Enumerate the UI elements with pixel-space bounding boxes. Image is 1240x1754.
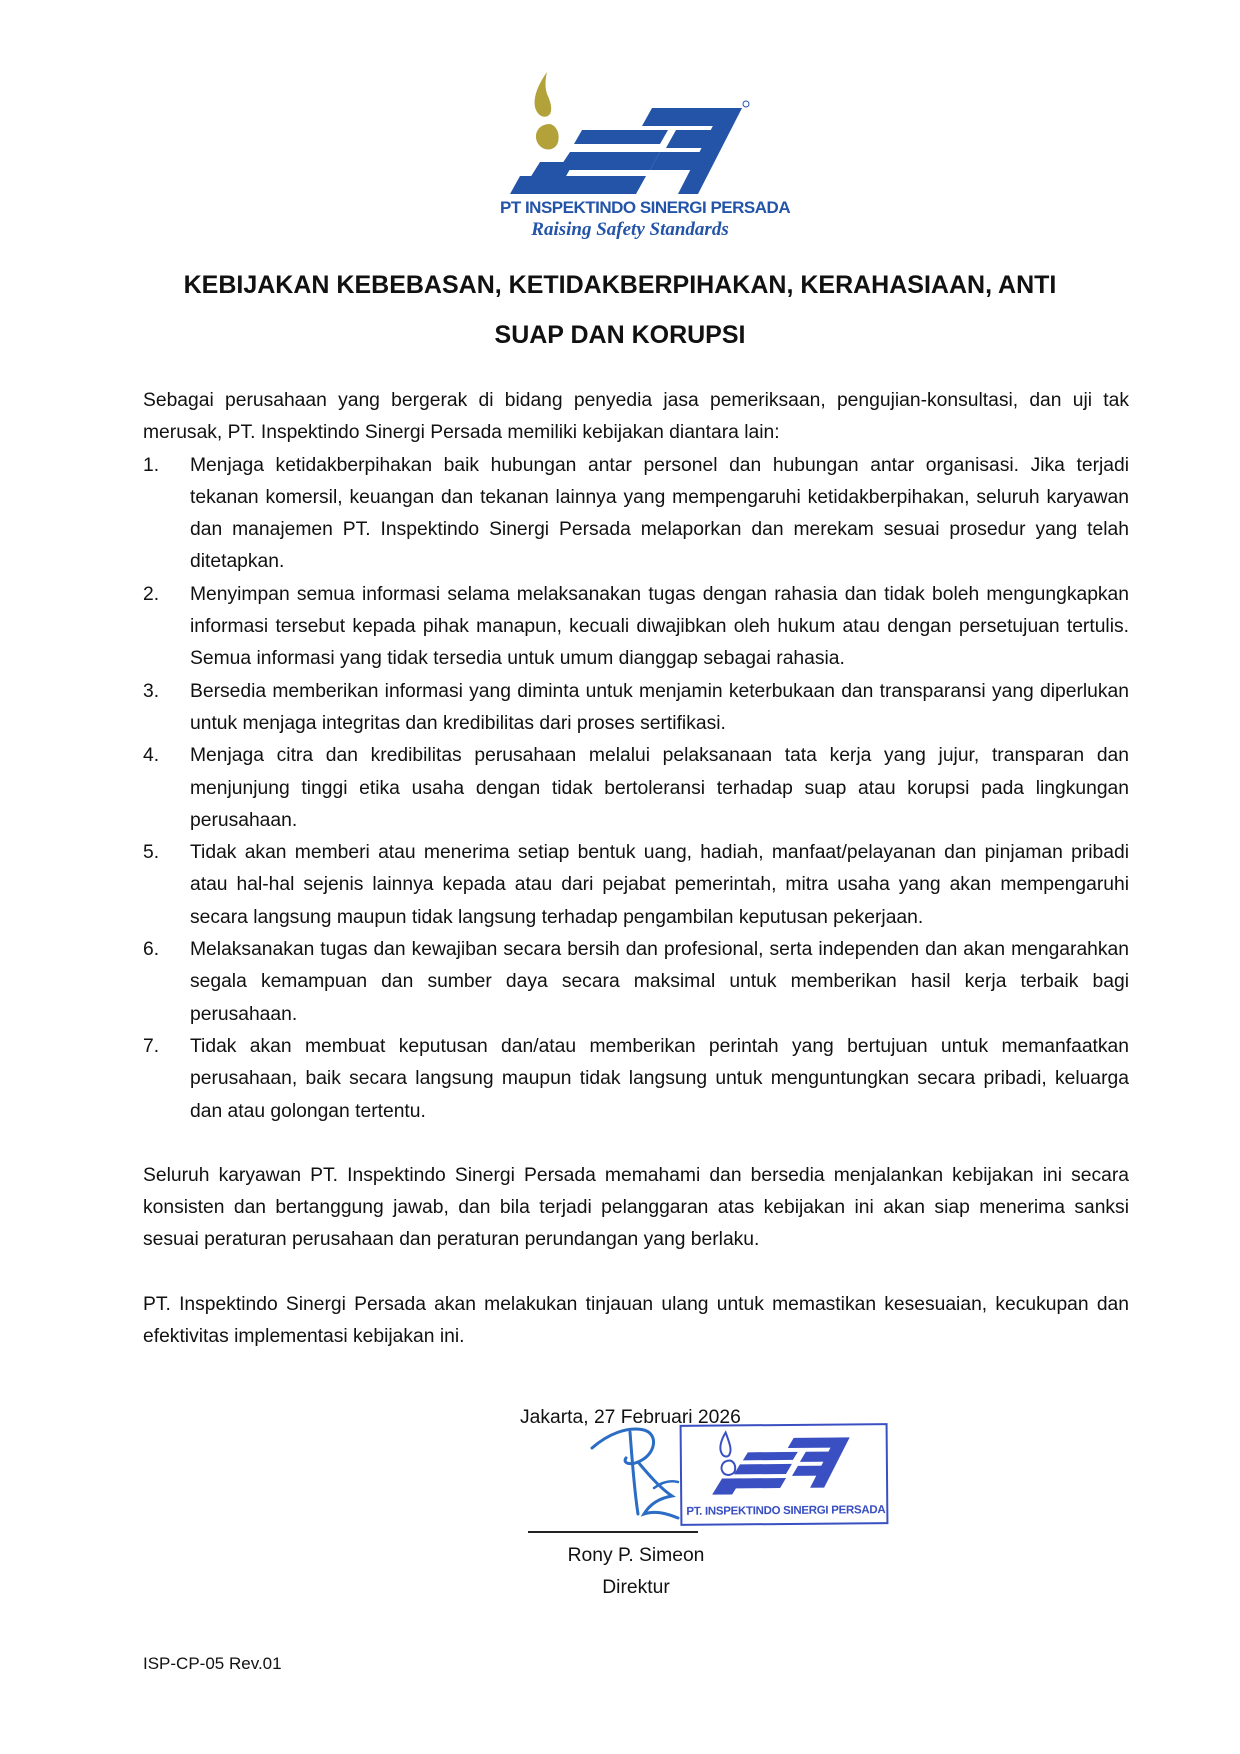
policy-item: [143, 579, 1129, 676]
policy-text: Tidak akan membuat keputusan dan/atau memberikan perintah yang bertujuan untuk memanfaatkan perusahaan, baik secara langsung maupun tidak langsung untuk menguntungkan secara pribadi, keluarga dan atau golongan tertentu.: [190, 1035, 1129, 1122]
isp-logo-icon: [490, 70, 770, 200]
spacer: [143, 1257, 1129, 1289]
policy-item: [143, 837, 1129, 934]
signer-role: Direktur: [602, 1577, 670, 1598]
policy-number: 1.: [143, 454, 160, 476]
policy-item: [143, 934, 1129, 1031]
company-tagline: Raising Safety Standards: [531, 219, 729, 240]
policy-text: Melaksanakan tugas dan kewajiban secara bersih dan profesional, serta independen dan akan mengarahkan segala kemampuan dan sumber daya secara maksimal untuk memberikan hasil kerja terbaik bagi perusahaan.: [190, 939, 1129, 1025]
company-name: PT INSPEKTINDO SINERGI PERSADA: [500, 198, 791, 217]
document-body: [143, 385, 1129, 1353]
handwritten-signature-icon: [588, 1418, 698, 1528]
document-code: ISP-CP-05 Rev.01: [143, 1654, 282, 1673]
place-date: Jakarta, 27 Februari 2026: [520, 1407, 741, 1428]
document-title: [130, 260, 1110, 360]
company-stamp: [680, 1423, 889, 1526]
policy-number: 4.: [143, 745, 160, 767]
signature-line: [528, 1531, 698, 1533]
policy-number: 2.: [143, 583, 160, 605]
policy-item: [143, 676, 1129, 741]
policy-text: Bersedia memberikan informasi yang diminta untuk menjamin keterbukaan dan transparansi yang diperlukan untuk menjaga integritas dan kredibilitas dari proses sertifikasi.: [190, 680, 1129, 734]
policy-number: 5.: [143, 842, 160, 864]
policy-text: Menyimpan semua informasi selama melaksanakan tugas dengan rahasia dan tidak boleh mengungkapkan informasi tersebut kepada pihak manapun, kecuali diwajibkan oleh hukum atau dengan persetujuan tertulis. Semua informasi yang tidak tersedia untuk umum dianggap sebagai rahasia.: [190, 583, 1129, 670]
policy-text: Tidak akan memberi atau menerima setiap bentuk uang, hadiah, manfaat/pelayanan dan pinjaman pribadi atau hal-hal sejenis lainnya kepada atau dari pejabat pemerintah, mitra usaha yang akan mempengaruhi secara langsung maupun tidak langsung terhadap pengambilan keputusan pekerjaan.: [190, 842, 1129, 928]
title-line-1: KEBIJAKAN KEBEBASAN, KETIDAKBERPIHAKAN, KERAHASIAAN, ANTI: [183, 271, 1057, 299]
policy-list: [143, 450, 1129, 1128]
stamp-text: PT. INSPEKTINDO SINERGI PERSADA: [686, 1504, 886, 1518]
closing-paragraph-2: PT. Inspektindo Sinergi Persada akan melakukan tinjauan ulang untuk memastikan kesesuaian, kecukupan dan efektivitas implementasi kebijakan ini.: [143, 1293, 1129, 1348]
policy-text: Menjaga citra dan kredibilitas perusahaan melalui pelaksanaan tata kerja yang jujur, transparan dan menjunjung tinggi etika usaha dengan tidak bertoleransi terhadap suap atau korupsi pada lingkungan perusahaan.: [190, 745, 1129, 831]
title-line-2: SUAP DAN KORUPSI: [494, 321, 746, 349]
policy-item: [143, 450, 1129, 579]
signer-name: Rony P. Simeon: [567, 1545, 705, 1566]
policy-number: 7.: [143, 1035, 160, 1057]
policy-number: 3.: [143, 680, 160, 702]
policy-item: [143, 1031, 1129, 1128]
intro-paragraph: Sebagai perusahaan yang bergerak di bidang penyedia jasa pemeriksaan, pengujian-konsultasi, dan uji tak merusak, PT. Inspektindo Sinergi Persada memiliki kebijakan diantara lain:: [143, 390, 1129, 444]
spacer: [143, 1128, 1129, 1160]
policy-text: Menjaga ketidakberpihakan baik hubungan antar personel dan hubungan antar organisasi. Jika terjadi tekanan komersil, keuangan dan tekanan lainnya yang mempengaruhi ketidakberpihakan, seluruh karyawan dan manajemen PT. Inspektindo Sinergi Persada melaporkan dan merekam sesuai prosedur yang telah ditetapkan.: [190, 454, 1129, 573]
policy-number: 6.: [143, 939, 160, 961]
policy-item: [143, 740, 1129, 837]
stamp-logo-icon: [682, 1425, 883, 1497]
closing-paragraph-1: Seluruh karyawan PT. Inspektindo Sinergi Persada memahami dan bersedia menjalankan kebijakan ini secara konsisten dan bertanggung jawab, dan bila terjadi pelanggaran atas kebijakan ini akan siap menerima sanksi sesuai peraturan perusahaan dan peraturan perundangan yang berlaku.: [143, 1164, 1129, 1251]
